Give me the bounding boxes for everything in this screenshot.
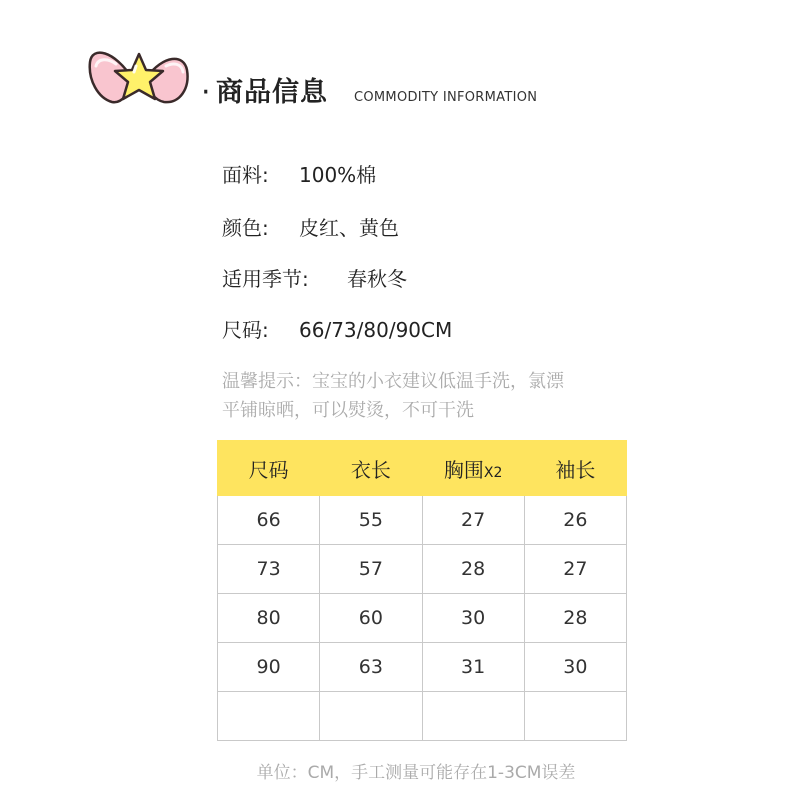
table-cell: 27 [524,545,626,594]
table-cell [524,692,626,741]
table-cell: 55 [320,496,422,545]
care-tip-line: 平铺晾晒，可以熨烫，不可干洗 [222,400,474,421]
page-subtitle: COMMODITY INFORMATION [354,90,538,105]
header-chest-label: 胸围 [443,457,484,482]
header-size: 尺码 [218,441,320,496]
title-bullet: · [201,75,211,110]
table-cell: 73 [218,545,320,594]
info-color [222,214,399,242]
table-cell: 28 [524,594,626,643]
table-row [218,594,627,643]
table-cell: 30 [422,594,524,643]
table-cell: 90 [218,643,320,692]
table-cell: 57 [320,545,422,594]
info-value: 66/73/80/90CM [299,318,453,342]
care-tip [222,367,642,425]
table-cell: 26 [524,496,626,545]
info-label: 颜色: [222,216,269,240]
info-label: 适用季节: [222,267,309,291]
table-cell: 28 [422,545,524,594]
info-season [222,265,407,293]
info-size [222,316,452,344]
care-tip-line: 温馨提示：宝宝的小衣建议低温手洗，氯漂 [222,371,564,392]
header-sleeve: 袖长 [524,441,626,496]
header-chest [422,441,524,496]
info-value: 春秋冬 [347,267,407,291]
table-cell [320,692,422,741]
table-row [218,545,627,594]
table-row [218,692,627,741]
table-row [218,643,627,692]
table-cell: 80 [218,594,320,643]
table-cell: 66 [218,496,320,545]
info-value: 100%棉 [299,163,377,187]
info-label: 面料: [222,163,269,187]
table-cell: 30 [524,643,626,692]
table-cell [422,692,524,741]
bow-star-icon [84,40,194,120]
info-value: 皮红、黄色 [299,216,399,240]
table-cell [218,692,320,741]
table-cell: 60 [320,594,422,643]
info-label: 尺码: [222,318,269,342]
table-cell: 63 [320,643,422,692]
measurement-note: 单位：CM，手工测量可能存在1-3CM误差 [256,763,576,783]
page-title: 商品信息 [216,77,328,108]
size-table [217,440,627,741]
info-fabric [222,161,376,189]
table-cell: 31 [422,643,524,692]
header-chest-suffix: X2 [483,464,503,481]
header-length: 衣长 [320,441,422,496]
size-table-header [218,441,627,496]
table-row [218,496,627,545]
table-cell: 27 [422,496,524,545]
